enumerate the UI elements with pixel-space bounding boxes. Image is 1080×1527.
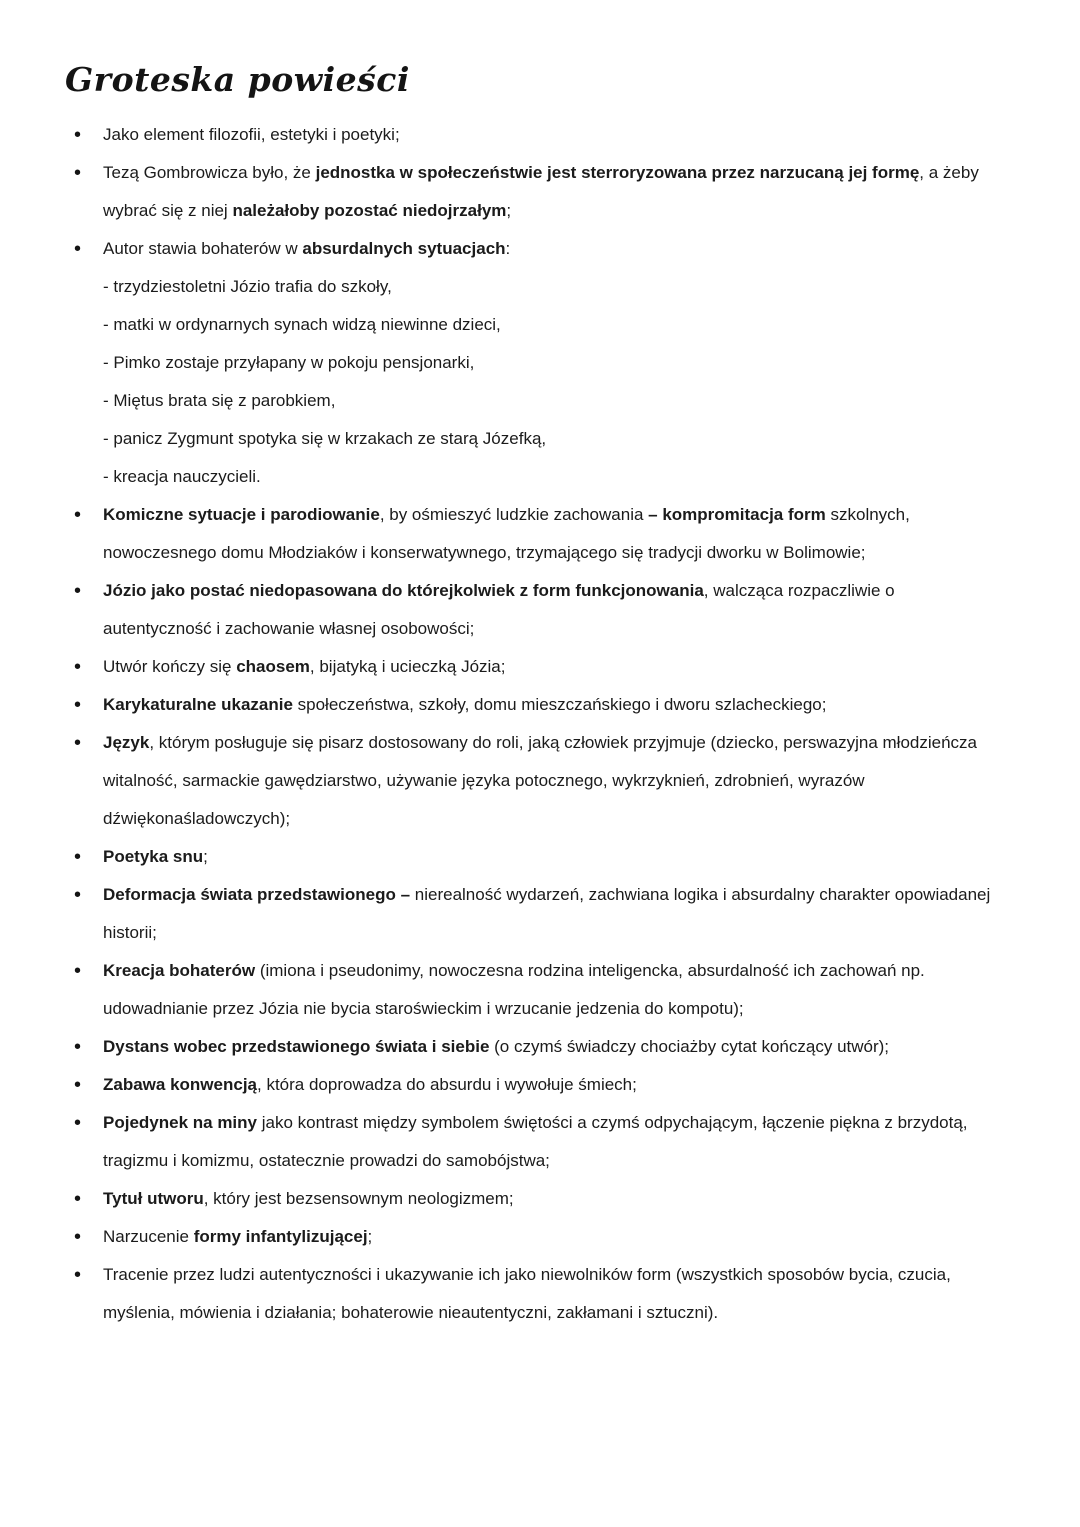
- list-item: [63, 648, 995, 686]
- list-item: [63, 496, 995, 572]
- text-segment: , która doprowadza do absurdu i wywołuje śmiech;: [257, 1075, 637, 1094]
- text-segment: , a żeby wybrać się z niej: [103, 163, 979, 220]
- text-segment: (o czymś świadczy chociażby cytat kończący utwór);: [489, 1037, 890, 1056]
- text-segment: Język: [103, 733, 150, 752]
- text-segment: społeczeństwa, szkoły, domu mieszczańskiego i dworu szlacheckiego;: [292, 695, 827, 714]
- sub-item: [63, 306, 995, 344]
- sub-item: [63, 420, 995, 458]
- text-segment: - panicz Zygmunt spotyka się w krzakach ze starą Józefką,: [103, 429, 547, 448]
- list-item: [63, 1218, 995, 1256]
- text-segment: chaosem: [236, 657, 310, 676]
- text-segment: - Pimko zostaje przyłapany w pokoju pensjonarki,: [103, 353, 475, 372]
- list-item: [63, 724, 995, 838]
- text-segment: Jako element filozofii, estetyki i poetyki;: [103, 125, 400, 144]
- text-segment: - Miętus brata się z parobkiem,: [103, 391, 336, 410]
- sub-item: [63, 382, 995, 420]
- text-segment: Tytuł utworu: [103, 1189, 204, 1208]
- text-segment: Józio jako postać niedopasowana do którejkolwiek z form funkcjonowania: [103, 581, 704, 600]
- text-segment: ;: [203, 847, 208, 866]
- list-item: [63, 838, 995, 876]
- text-segment: absurdalnych sytuacjach: [302, 239, 506, 258]
- list-item: [63, 1066, 995, 1104]
- text-segment: - kreacja nauczycieli.: [103, 467, 261, 486]
- text-segment: Deformacja świata przedstawionego –: [103, 885, 411, 904]
- list-item: [63, 1028, 995, 1066]
- list-item: [63, 686, 995, 724]
- list-item: [63, 952, 995, 1028]
- list-item: [63, 1180, 995, 1218]
- text-segment: – kompromitacja form: [648, 505, 826, 524]
- list-item: [63, 1104, 995, 1180]
- text-segment: Komiczne sytuacje i parodiowanie: [103, 505, 380, 524]
- text-segment: jako kontrast między symbolem świętości a czymś odpychającym, łączenie piękna z brzydotą, tragizmu i komizmu, ostatecznie prowadzi do samobójstwa;: [103, 1113, 968, 1170]
- sub-item: [63, 344, 995, 382]
- text-segment: :: [505, 239, 511, 258]
- list-item: [63, 876, 995, 952]
- text-segment: jednostka w społeczeństwie jest sterroryzowana przez narzucaną jej formę: [315, 163, 920, 182]
- text-segment: Autor stawia bohaterów w: [103, 239, 303, 258]
- bullet-list: [63, 116, 995, 1332]
- list-item: [63, 154, 995, 230]
- text-segment: , bijatyką i ucieczką Józia;: [309, 657, 506, 676]
- text-segment: Pojedynek na miny: [103, 1113, 257, 1132]
- text-segment: , walcząca rozpaczliwie o autentyczność i zachowanie własnej osobowości;: [103, 581, 895, 638]
- text-segment: formy infantylizującej: [193, 1227, 368, 1246]
- text-segment: Tezą Gombrowicza było, że: [103, 163, 316, 182]
- list-item: [63, 116, 995, 154]
- sub-item: [63, 268, 995, 306]
- text-segment: , by ośmieszyć ludzkie zachowania: [379, 505, 649, 524]
- text-segment: szkolnych, nowoczesnego domu Młodziaków i konserwatywnego, trzymającego się tradycji dworku w Bolimowie;: [103, 505, 910, 562]
- text-segment: Narzucenie: [103, 1227, 194, 1246]
- text-segment: - trzydziestoletni Józio trafia do szkoły,: [103, 277, 392, 296]
- text-segment: Dystans wobec przedstawionego świata i siebie: [103, 1037, 490, 1056]
- text-segment: , którym posługuje się pisarz dostosowany do roli, jaką człowiek przyjmuje (dziecko, perswazyjna młodzieńcza witalność, sarmackie gawędziarstwo, używanie języka potocznego, wykrzyknień, zdrobnień, wyrazów dźwiękonaśladowczych);: [103, 733, 978, 828]
- text-segment: ;: [367, 1227, 373, 1246]
- list-item: [63, 230, 995, 268]
- sub-item: [63, 458, 995, 496]
- page-title: Groteska powieści: [65, 60, 410, 99]
- text-segment: Poetyka snu: [103, 847, 204, 866]
- text-segment: ;: [506, 201, 512, 220]
- text-segment: nierealność wydarzeń, zachwiana logika i absurdalny charakter opowiadanej historii;: [103, 885, 991, 942]
- text-segment: (imiona i pseudonimy, nowoczesna rodzina inteligencka, absurdalność ich zachowań np. udowadnianie przez Józia nie bycia staroświeckim i wrzucanie jedzenia do kompotu);: [103, 961, 925, 1018]
- text-segment: Utwór kończy się: [103, 657, 237, 676]
- list-item: [63, 1256, 995, 1332]
- text-segment: Kreacja bohaterów: [103, 961, 256, 980]
- text-segment: - matki w ordynarnych synach widzą niewinne dzieci,: [103, 315, 501, 334]
- text-segment: Zabawa konwencją: [103, 1075, 257, 1094]
- text-segment: Karykaturalne ukazanie: [103, 695, 293, 714]
- text-segment: , który jest bezsensownym neologizmem;: [203, 1189, 514, 1208]
- text-segment: należałoby pozostać niedojrzałym: [232, 201, 507, 220]
- list-item: [63, 572, 995, 648]
- text-segment: Tracenie przez ludzi autentyczności i ukazywanie ich jako niewolników form (wszystkich sposobów bycia, czucia, myślenia, mówienia i działania; bohaterowie nieautentyczni, zakłamani i sztuczni).: [103, 1265, 951, 1322]
